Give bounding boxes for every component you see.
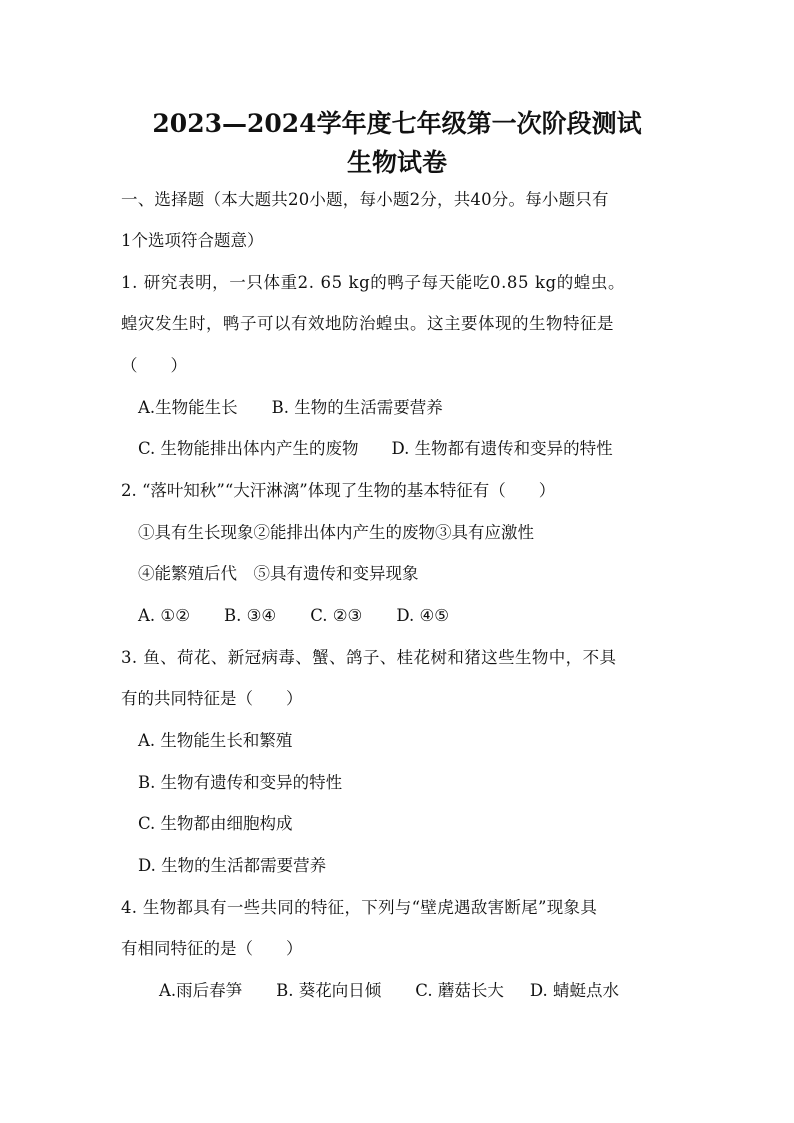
question-3-option-d: D. 生物的生活都需要营养 [138,856,327,875]
question-4-option-b: B. 葵花向日倾 [276,981,382,1000]
section-heading-line-1: 一、选择题（本大题共20小题，每小题2分，共40分。每小题只有 [121,190,609,209]
question-2-statements-line-1: ①具有生长现象②能排出体内产生的废物③具有应激性 [138,523,534,542]
question-3-stem-line-2: 有的共同特征是（ ） [121,689,303,708]
question-4-option-c: C. 蘑菇长大 [415,981,504,1000]
question-2-options-row [138,606,449,626]
question-1-option-a: A.生物能生长 [138,398,238,417]
question-4-option-d: D. 蜻蜓点水 [529,981,619,1000]
question-3-option-b: B. 生物有遗传和变异的特性 [138,773,343,792]
question-1-option-d: D. 生物都有遗传和变异的特性 [391,439,613,458]
question-2-option-a: A. ①② [138,606,190,625]
question-2-option-b: B. ③④ [224,606,277,625]
question-1-options-row-1 [138,398,443,418]
question-4-options-row [159,981,619,1001]
question-3-stem-line-1: 3. 鱼、荷花、新冠病毒、蟹、鸽子、桂花树和猪这些生物中，不具 [121,648,617,667]
question-1-stem-line-1: 1. 研究表明，一只体重2. 65 kg的鸭子每天能吃0.85 kg的蝗虫。 [121,273,626,292]
question-2-option-d: D. ④⑤ [396,606,450,625]
question-2-statements-line-2: ④能繁殖后代 ⑤具有遗传和变异现象 [138,564,419,583]
section-heading-line-2: 1个选项符合题意） [121,231,264,250]
question-2-stem-line-1: 2. “落叶知秋”“大汗淋漓”体现了生物的基本特征有（ ） [121,481,556,500]
question-1-options-row-2 [138,439,613,459]
question-1-stem-line-2: 蝗灾发生时，鸭子可以有效地防治蝗虫。这主要体现的生物特征是 [121,314,614,333]
question-4-stem-line-2: 有相同特征的是（ ） [121,939,303,958]
question-4-stem-line-1: 4. 生物都具有一些共同的特征，下列与“壁虎遇敌害断尾”现象具 [121,898,598,917]
question-4-option-a: A.雨后春笋 [159,981,243,1000]
question-2-option-c: C. ②③ [310,606,363,625]
question-1-stem-line-3: （ ） [121,356,187,375]
question-3-option-c: C. 生物都由细胞构成 [138,814,293,833]
question-3-option-a: A. 生物能生长和繁殖 [138,731,293,750]
question-1-option-b: B. 生物的生活需要营养 [271,398,443,417]
question-1-option-c: C. 生物能排出体内产生的废物 [138,439,359,458]
page-title: 2023—2024学年度七年级第一次阶段测试 [152,109,642,138]
page-subtitle: 生物试卷 [346,148,447,177]
